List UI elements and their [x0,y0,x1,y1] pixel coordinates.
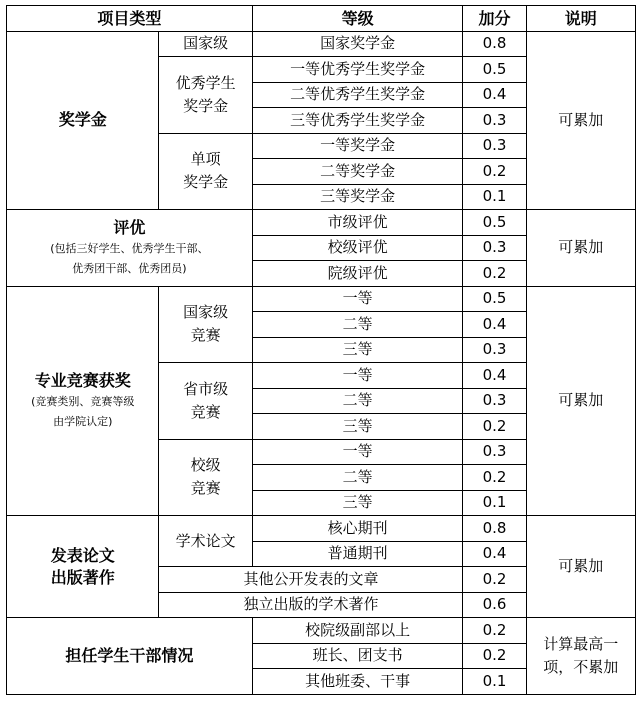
table-row [7,286,636,312]
points-cell: 0.2 [463,618,526,644]
header-level: 等级 [252,6,463,32]
points-cell: 0.8 [463,31,526,57]
points-cell: 0.1 [463,669,526,695]
points-cell: 0.1 [463,184,526,210]
header-row [7,6,636,32]
level-cell: 一等 [252,439,463,465]
scholarship-single-label: 单项 奖学金 [159,133,252,210]
competition-note: 可累加 [526,286,635,516]
level-cell: 其他班委、干事 [252,669,463,695]
level-cell: 校院级副部以上 [252,618,463,644]
level-cell: 市级评优 [252,210,463,236]
points-cell: 0.5 [463,286,526,312]
points-cell: 0.4 [463,82,526,108]
table-row [7,516,636,542]
level-cell: 二等奖学金 [252,159,463,185]
level-cell: 班长、团支书 [252,643,463,669]
points-cell: 0.6 [463,592,526,618]
points-cell: 0.3 [463,108,526,134]
header-note: 说明 [526,6,635,32]
level-cell: 院级评优 [252,261,463,287]
points-cell: 0.4 [463,312,526,338]
level-cell: 二等 [252,312,463,338]
level-cell: 独立出版的学术著作 [159,592,463,618]
points-cell: 0.3 [463,439,526,465]
points-cell: 0.5 [463,210,526,236]
honors-note: 可累加 [526,210,635,287]
competition-national-label: 国家级 竞赛 [159,286,252,363]
level-cell: 其他公开发表的文章 [159,567,463,593]
level-cell: 三等 [252,490,463,516]
cadre-note: 计算最高一 项，不累加 [526,618,635,695]
points-cell: 0.8 [463,516,526,542]
points-cell: 0.5 [463,57,526,83]
scholarship-note: 可累加 [526,31,635,210]
level-cell: 三等奖学金 [252,184,463,210]
level-cell: 一等 [252,286,463,312]
level-cell: 二等优秀学生奖学金 [252,82,463,108]
table-row [7,31,636,57]
level-cell: 三等 [252,337,463,363]
level-cell: 二等 [252,388,463,414]
publication-academic-label: 学术论文 [159,516,252,567]
points-cell: 0.3 [463,388,526,414]
points-cell: 0.2 [463,465,526,491]
section-cadre-title: 担任学生干部情况 [7,618,253,695]
section-scholarship-title: 奖学金 [7,31,159,210]
table-row [7,618,636,644]
scholarship-national-label: 国家级 [159,31,252,57]
level-cell: 一等 [252,363,463,389]
points-cell: 0.2 [463,643,526,669]
level-cell: 一等奖学金 [252,133,463,159]
section-publication-title: 发表论文 出版著作 [7,516,159,618]
points-cell: 0.4 [463,363,526,389]
scholarship-excellent-label: 优秀学生 奖学金 [159,57,252,134]
points-cell: 0.2 [463,567,526,593]
level-cell: 一等优秀学生奖学金 [252,57,463,83]
points-cell: 0.3 [463,133,526,159]
level-cell: 普通期刊 [252,541,463,567]
level-cell: 校级评优 [252,235,463,261]
points-cell: 0.2 [463,414,526,440]
points-cell: 0.1 [463,490,526,516]
bonus-points-table [6,5,636,695]
competition-provincial-label: 省市级 竞赛 [159,363,252,440]
competition-school-label: 校级 竞赛 [159,439,252,516]
points-cell: 0.2 [463,261,526,287]
points-cell: 0.3 [463,337,526,363]
table-row [7,210,636,236]
header-points: 加分 [463,6,526,32]
level-cell: 二等 [252,465,463,491]
points-cell: 0.2 [463,159,526,185]
points-cell: 0.4 [463,541,526,567]
level-cell: 国家奖学金 [252,31,463,57]
section-honors-title: 评优 (包括三好学生、优秀学生干部、 优秀团干部、优秀团员) [7,210,253,287]
level-cell: 三等优秀学生奖学金 [252,108,463,134]
level-cell: 核心期刊 [252,516,463,542]
level-cell: 三等 [252,414,463,440]
publication-note: 可累加 [526,516,635,618]
points-cell: 0.3 [463,235,526,261]
section-competition-title: 专业竞赛获奖 (竞赛类别、竞赛等级 由学院认定) [7,286,159,516]
header-type: 项目类型 [7,6,253,32]
